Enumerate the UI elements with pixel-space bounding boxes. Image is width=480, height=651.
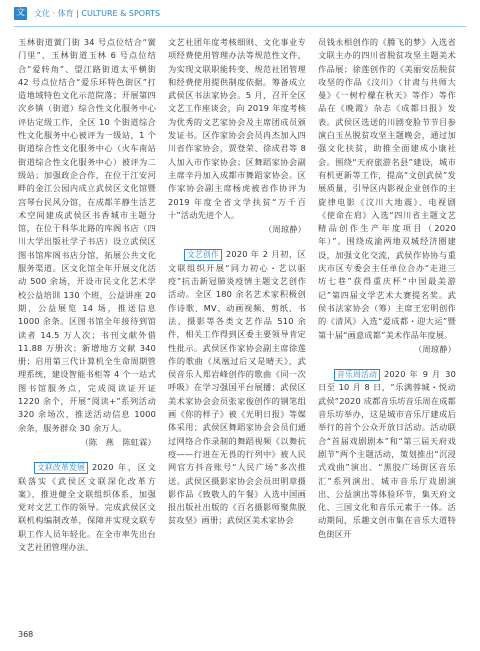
paragraph-text: 2020 年 2 月初，区文联组织开展“同力初心・艺以驱疫”抗击新冠肺炎疫情主题文艺创作活动。全区 180 余名艺术家积极创作诗歌、MV、动画视频、剪纸、书法、摄影等各类文艺作品 510 余件，相关工作得到区委主要领导肯定性批示。武侯区作家协会副主席徐莲作的歌曲《凤凰过后又是晴天》，武侯音乐人郑岩峰创作的歌曲《同一次呼吸》在学习强国平台展播；武侯区美术家协会会员张家俊创作的钢笔组画《你的样子》被《光明日报》等媒体采用；武侯区舞蹈家协会会员们通过网络合作录制的舞蹈视频《以舞抗疫——行进在无畏的行列中》被人民网官方抖音账号“人民广场”多次推送。武侯区摄影家协会会员田明章摄影作品《致敬人的午餐》入选中国画报出版社出版的《百名摄影师聚焦脱贫攻坚》画册；武侯区美术家协会 [168,249,306,526]
section-tag: 文艺创作 [184,249,222,261]
paragraph-text: 2020 年，区文联落实《武侯区文联深化改革方案》，推进健全文联组织体系，加强党对文艺工作的领导。完成武侯区文联机构编制改革，保障并实现文联专职工作人员年轻化。在全市率先出台文艺社团管理办法、 [18,462,156,552]
author-credit: （周琼静） [264,224,306,235]
paragraph [318,368,456,541]
section-tag: 音乐周活动 [334,369,380,381]
paragraph [18,461,156,554]
author-credit: （周琼静） [414,343,456,354]
section-logo-icon: 文 [15,8,25,18]
paragraph-text: 2020 年 9 月 30 日至 10 月 8 日，“乐满蓉城・悦动武侯”2020 成都音乐坊音乐周在成都音乐坊举办，这是城市音乐厅建成后举行的首个公众开放日活动。活动联合“首届戏剧剧本”和“第三届天府戏剧节”两个主题活动，策划推出“沉浸式戏曲”演出、“黑胶广场街区音乐汇”系列演出、城市音乐厅戏剧演出、公益演出等体验环节，集天府文化、三国文化和音乐元素于一体。活动期间，乐趣文创市集在音乐大道特色街区开 [318,369,456,539]
paragraph [168,248,306,527]
paragraph: 员钱永相创作的《腾飞的梦》入选省文联主办的四川省脱贫攻坚主题美术作品展；徐莲创作的《美丽安岳脱贫攻坚的作品《汶川》（甘肃与共师大曼》《一树柠檬在秋天》等作）等作品在《晚霞》杂志《成都日报》发表。武侯区选送的川剧变脸节节目参演白玉丛脱贫攻坚主题晚会，通过加强文化扶贫，助推全面建成小康社会。围绕“天府旅游名县”建设，城市有机更新等工作，提高“文创武侯”发展质量，引导区内影视企业创作的主旋律电影《汶川大地震》、电视剧《使命在肩》入选“四川省主题文艺精品创作生产年度项目（2020 年）”。围绕成渝两地双城经济圈建设，加强文化交流，武侯作协协与重庆市区专委会主任单位合办“走进三坊七巷”获得重庆杯“中国最美游记”第四届文学艺术大赛提名奖。武侯书法家协会（筹）主席王宏明创作的《清风》入选“爱成都・迎大运”暨第十届“画意成都”美术作品年度展。 [318,37,456,340]
paragraph: 玉林街道黉门街 34 号点位结合“黉门里”、玉林街道玉林 6 号点位结合“爱转角”、望江路街道太平横街 42 号点位结合“爱乐环特色街区”打造地域特色文化示范院落；开展第四次乡镇（街道）综合性文化服务中心评估定级工作，全区 10 个街道综合性文化服务中心被评为一级站，1 个街道综合性文化服务中心（火车南站街道综合性文化服务中心）被评为二级站；加强政企合作，在位于江安河畔的金江公园内成立武侯区文化馆暨宫琴台民风分馆，在成都羊静生活艺术空间建成武侯区书香城市主题分馆，在位于科华北路的库阁书店（四川大学出版社学子书店）设立武侯区图书馆库阁书店分馆，拓展公共文化服务渠道。区文化馆全年开展文化活动 500 余场，开设市民文化艺术学校公益培训 130 个班，公益讲座 20 期，公益展览 14 场，推送信息 1000 余条。区图书馆全年接待到馆读者 14.5 万人次；书刊文献外借 11.88 万册次；新增地方文献 340 册；启用第三代计算机全生命周期管理系统，建设智能书柜等 4 个一站式图书馆服务点，完成阅读证开证 1220 余个，开展“阅读+”系列活动 320 余场次，推送活动信息 1000 余条，服务群众 30 余万人。 [18,37,156,433]
paragraph: 文艺社团年度考核细则、文化事业专项经费使用管理办法等规范性文件，为实现文联职能转变、规范社团管理和经费使用提供制度依据。筹备成立武侯区书法家协会。5 月，召开全区文艺工作座谈会，向 2019 年度考核为优秀的文艺家协会及主席团成员颁发证书。区作家协会会员冉杰加入四川省作家协会，贾登荣、徐成君等 8 人加入市作家协会；区舞蹈家协会副主席辛丹加入成都市舞蹈家协会。区作家协会副主席杨虎被省作协评为 2019 年度全省文学扶贫“万千百十”活动先进个人。 [168,37,306,220]
section-title: 文化 · 体育 | CULTURE & SPORTS [34,9,161,18]
header-divider [14,26,466,27]
author-credit: （陈 燕 陈虹霖） [80,436,156,447]
column-2 [168,36,306,528]
section-tag: 文联改革发展 [34,462,88,474]
column-3 [318,36,456,541]
page-header [0,0,480,30]
page-number: 368 [18,630,34,639]
column-1 [18,36,156,554]
